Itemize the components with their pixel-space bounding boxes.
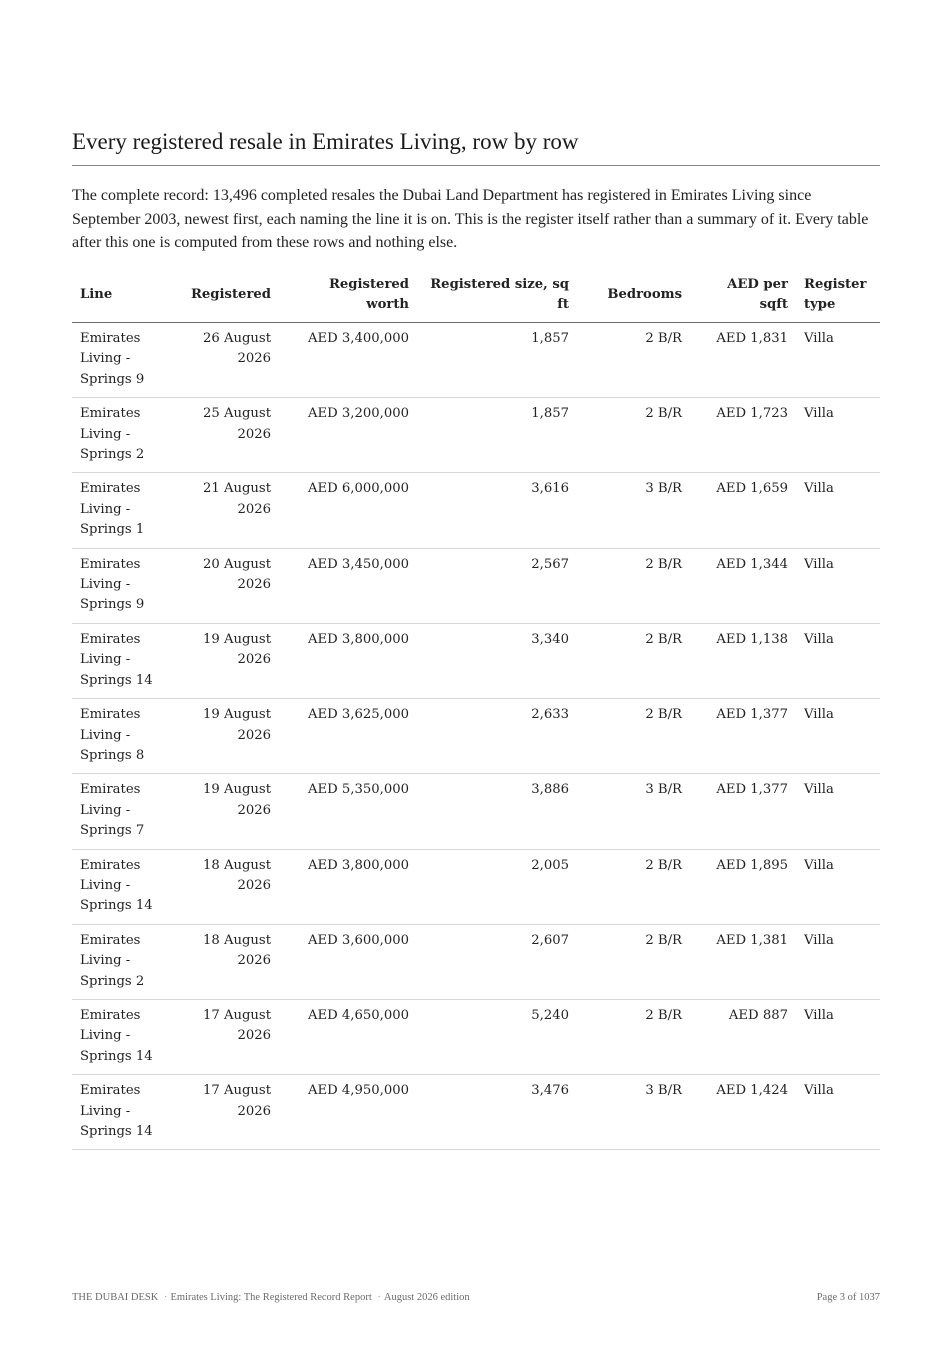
cell-worth: AED 3,400,000 [279, 323, 417, 398]
table-row [72, 699, 880, 774]
cell-aed-per-sqft: AED 1,381 [690, 924, 796, 999]
cell-aed-per-sqft: AED 1,377 [690, 699, 796, 774]
page-title: Every registered resale in Emirates Living, row by row [72, 126, 880, 166]
table-row [72, 849, 880, 924]
cell-register-type: Villa [796, 774, 880, 849]
table-row [72, 999, 880, 1074]
footer-credits [72, 1292, 470, 1303]
cell-size: 2,633 [417, 699, 577, 774]
cell-aed-per-sqft: AED 1,138 [690, 623, 796, 698]
cell-worth: AED 5,350,000 [279, 774, 417, 849]
cell-register-type: Villa [796, 999, 880, 1074]
cell-worth: AED 3,625,000 [279, 699, 417, 774]
cell-line: Emirates Living - Springs 2 [72, 398, 163, 473]
cell-size: 3,476 [417, 1075, 577, 1150]
cell-bedrooms: 2 B/R [577, 323, 690, 398]
cell-size: 2,567 [417, 548, 577, 623]
cell-register-type: Villa [796, 473, 880, 548]
cell-line: Emirates Living - Springs 1 [72, 473, 163, 548]
table-row [72, 774, 880, 849]
cell-register-type: Villa [796, 924, 880, 999]
table-row [72, 398, 880, 473]
footer-report-title: · Emirates Living: The Registered Record Report [161, 1292, 372, 1303]
footer-page-number: Page 3 of 1037 [816, 1292, 880, 1303]
cell-bedrooms: 2 B/R [577, 999, 690, 1074]
table-header-row [72, 270, 880, 323]
cell-register-type: Villa [796, 548, 880, 623]
table-body [72, 323, 880, 1150]
cell-register-type: Villa [796, 1075, 880, 1150]
cell-bedrooms: 3 B/R [577, 473, 690, 548]
cell-size: 3,616 [417, 473, 577, 548]
table-row [72, 473, 880, 548]
cell-registered: 26 August 2026 [163, 323, 279, 398]
cell-register-type: Villa [796, 623, 880, 698]
cell-worth: AED 3,600,000 [279, 924, 417, 999]
cell-line: Emirates Living - Springs 14 [72, 999, 163, 1074]
cell-registered: 18 August 2026 [163, 849, 279, 924]
resale-register-table [72, 270, 880, 1150]
cell-line: Emirates Living - Springs 14 [72, 623, 163, 698]
cell-registered: 17 August 2026 [163, 999, 279, 1074]
cell-line: Emirates Living - Springs 8 [72, 699, 163, 774]
cell-worth: AED 4,950,000 [279, 1075, 417, 1150]
cell-line: Emirates Living - Springs 14 [72, 1075, 163, 1150]
cell-worth: AED 6,000,000 [279, 473, 417, 548]
cell-size: 1,857 [417, 323, 577, 398]
cell-line: Emirates Living - Springs 7 [72, 774, 163, 849]
column-header-registered: Registered [163, 270, 279, 323]
cell-aed-per-sqft: AED 1,377 [690, 774, 796, 849]
page-footer [72, 1292, 880, 1303]
cell-aed-per-sqft: AED 1,831 [690, 323, 796, 398]
column-header-size: Registered size, sq ft [417, 270, 577, 323]
cell-registered: 19 August 2026 [163, 774, 279, 849]
cell-line: Emirates Living - Springs 9 [72, 548, 163, 623]
cell-aed-per-sqft: AED 1,895 [690, 849, 796, 924]
cell-register-type: Villa [796, 849, 880, 924]
footer-edition: · August 2026 edition [374, 1292, 469, 1303]
column-header-bedrooms: Bedrooms [577, 270, 690, 323]
cell-registered: 19 August 2026 [163, 623, 279, 698]
footer-publication: THE DUBAI DESK [72, 1292, 159, 1303]
cell-worth: AED 3,800,000 [279, 849, 417, 924]
cell-registered: 25 August 2026 [163, 398, 279, 473]
cell-size: 2,607 [417, 924, 577, 999]
intro-paragraph: The complete record: 13,496 completed resales the Dubai Land Department has registered in Emirates Living since September 2003, newest first, each naming the line it is on. This is the register itself rather than a summary of it. Every table after this one is computed from these rows and nothing else. [72, 187, 869, 251]
table-row [72, 623, 880, 698]
column-header-line: Line [72, 270, 163, 323]
cell-size: 3,886 [417, 774, 577, 849]
cell-bedrooms: 2 B/R [577, 548, 690, 623]
table-row [72, 1075, 880, 1150]
cell-size: 2,005 [417, 849, 577, 924]
cell-bedrooms: 2 B/R [577, 623, 690, 698]
cell-registered: 19 August 2026 [163, 699, 279, 774]
table-row [72, 924, 880, 999]
cell-aed-per-sqft: AED 1,424 [690, 1075, 796, 1150]
cell-aed-per-sqft: AED 1,344 [690, 548, 796, 623]
cell-bedrooms: 2 B/R [577, 924, 690, 999]
cell-aed-per-sqft: AED 1,659 [690, 473, 796, 548]
cell-aed-per-sqft: AED 1,723 [690, 398, 796, 473]
cell-bedrooms: 2 B/R [577, 849, 690, 924]
cell-register-type: Villa [796, 323, 880, 398]
cell-bedrooms: 2 B/R [577, 398, 690, 473]
cell-size: 3,340 [417, 623, 577, 698]
cell-registered: 21 August 2026 [163, 473, 279, 548]
table-row [72, 548, 880, 623]
cell-size: 1,857 [417, 398, 577, 473]
cell-worth: AED 3,450,000 [279, 548, 417, 623]
cell-line: Emirates Living - Springs 14 [72, 849, 163, 924]
cell-aed-per-sqft: AED 887 [690, 999, 796, 1074]
cell-bedrooms: 2 B/R [577, 699, 690, 774]
column-header-worth: Registered worth [279, 270, 417, 323]
cell-worth: AED 3,800,000 [279, 623, 417, 698]
cell-register-type: Villa [796, 699, 880, 774]
cell-worth: AED 3,200,000 [279, 398, 417, 473]
cell-register-type: Villa [796, 398, 880, 473]
cell-worth: AED 4,650,000 [279, 999, 417, 1074]
cell-size: 5,240 [417, 999, 577, 1074]
cell-line: Emirates Living - Springs 2 [72, 924, 163, 999]
table-row [72, 323, 880, 398]
cell-bedrooms: 3 B/R [577, 1075, 690, 1150]
cell-registered: 17 August 2026 [163, 1075, 279, 1150]
cell-bedrooms: 3 B/R [577, 774, 690, 849]
cell-registered: 18 August 2026 [163, 924, 279, 999]
cell-line: Emirates Living - Springs 9 [72, 323, 163, 398]
column-header-aed-per-sqft: AED per sqft [690, 270, 796, 323]
cell-registered: 20 August 2026 [163, 548, 279, 623]
column-header-register-type: Register type [796, 270, 880, 323]
